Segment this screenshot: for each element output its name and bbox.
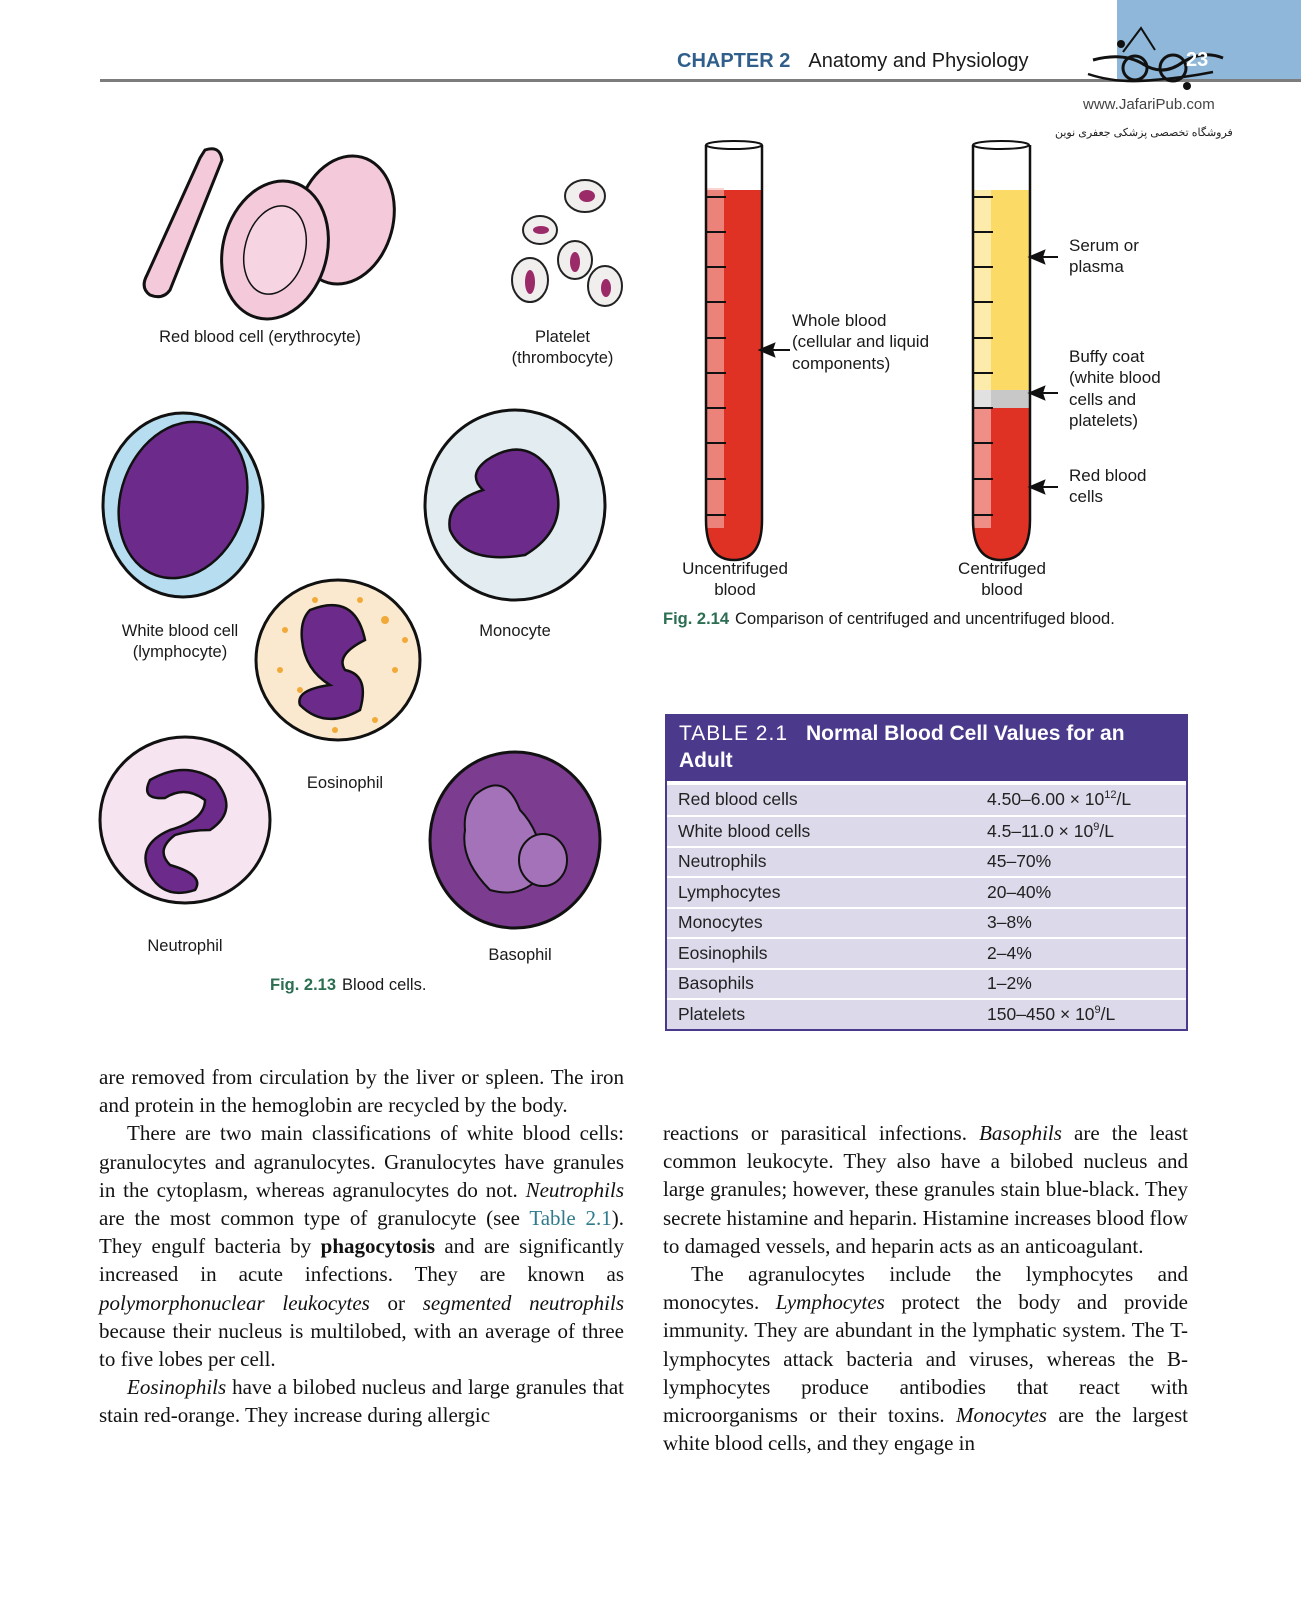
text-run: protect the body and provide immunity. They are abundant in the lymphatic system. The T-lymphocytes attack bacteria and viruses, whereas the B-lymphocytes produce antibodies that react with microorganisms or their toxins. xyxy=(663,1290,1189,1428)
text-run: because their nucleus is multilobed, with an average of three to five lobes per cell. xyxy=(99,1318,624,1372)
value-unit: /L xyxy=(1116,789,1132,810)
value-exponent: 9 xyxy=(1093,821,1100,834)
figure-2-13-caption xyxy=(270,976,426,995)
text-run: have a bilobed nucleus and large granules that stain red-orange. They increase during allergic xyxy=(99,1375,624,1428)
rbc-side-view-icon xyxy=(144,149,222,297)
label-buffy-line1: Buffy coat xyxy=(1069,347,1145,366)
paragraph xyxy=(663,1260,1188,1457)
label-uncentrifuged-line2: blood xyxy=(714,580,756,600)
label-whole-blood xyxy=(792,310,929,374)
label-whole-blood-line2: (cellular and liquid xyxy=(792,332,930,352)
text-run: are the largest white blood cells, and they engage in xyxy=(663,1403,1189,1456)
figure-blood-cells xyxy=(95,130,655,1010)
label-serum-line2: plasma xyxy=(1069,257,1124,277)
label-lymphocyte xyxy=(105,621,255,664)
cell-value: 45–70% xyxy=(987,851,1052,872)
figure-caption-text: Comparison of centrifuged and uncentrifuged blood. xyxy=(735,610,1115,628)
cell-name: Neutrophils xyxy=(678,851,767,872)
label-lymphocyte-line2: (lymphocyte) xyxy=(132,643,228,662)
figure-number: Fig. 2.14 xyxy=(663,610,730,628)
text-run: The agranulocytes include the lymphocytes and monocytes. xyxy=(663,1262,1188,1315)
value-exponent: 9 xyxy=(1094,1004,1101,1017)
table-row xyxy=(667,907,1186,938)
text-run: and are significantly increased in acute infections. They are known as xyxy=(99,1234,625,1287)
label-basophil: Basophil xyxy=(488,946,552,964)
text-run: or xyxy=(369,1290,423,1315)
value-unit: /L xyxy=(1099,820,1114,841)
value-base: 4.5–11.0 × 10 xyxy=(987,820,1094,841)
basophil-icon xyxy=(430,752,600,928)
figure-2-14-caption xyxy=(663,610,1115,629)
value-unit: /L xyxy=(1100,1003,1116,1024)
figure-centrifuge-comparison xyxy=(660,130,1220,640)
label-uncentrifuged-line1: Uncentrifuged xyxy=(682,559,788,578)
cell-value xyxy=(987,1004,1186,1025)
label-buffy-coat xyxy=(1069,346,1161,431)
term-neutrophils: Neutrophils xyxy=(525,1177,624,1202)
table-row xyxy=(667,968,1186,999)
label-platelet-line1: Platelet xyxy=(534,328,591,346)
label-rbc-line1: Red blood xyxy=(1069,466,1147,485)
cell-name: Red blood cells xyxy=(678,789,798,810)
cell-name: Platelets xyxy=(678,1003,746,1024)
label-lymphocyte-line1: White blood cell xyxy=(121,622,239,640)
table-header xyxy=(667,716,1186,781)
table-body xyxy=(667,785,1186,1029)
neutrophil-icon xyxy=(100,737,270,903)
table-label: TABLE 2.1 xyxy=(679,722,788,745)
table-row xyxy=(667,998,1186,1029)
term-lymphocytes: Lymphocytes xyxy=(775,1290,885,1315)
term-monocytes: Monocytes xyxy=(956,1403,1047,1428)
table-row xyxy=(667,937,1186,968)
watermark-tagline: فروشگاه تخصصی پزشکی جعفری نوین xyxy=(1055,127,1233,139)
chapter-title: Anatomy and Physiology xyxy=(808,50,1029,72)
label-buffy-line3: cells and xyxy=(1069,389,1137,409)
platelet-icon xyxy=(512,180,622,306)
table-row xyxy=(667,785,1186,816)
centrifuged-tube-icon xyxy=(973,141,1030,560)
label-centrifuged-line1: Centrifuged xyxy=(958,559,1046,578)
monocyte-icon xyxy=(425,410,605,600)
table-row xyxy=(667,876,1186,907)
term-eosinophils: Eosinophils xyxy=(127,1375,227,1400)
paragraph xyxy=(99,1373,624,1429)
cell-name: Eosinophils xyxy=(678,942,768,963)
label-serum-line1: Serum or xyxy=(1069,236,1139,255)
text-run: There are two main classifications of white blood cells: granulocytes and agranulocytes. Granulocytes have granules in the cytoplasm, whereas agranulocytes do not. xyxy=(99,1121,624,1202)
eosinophil-icon xyxy=(256,580,420,740)
paragraph xyxy=(99,1119,624,1373)
label-platelet xyxy=(495,327,630,370)
value-exponent: 12 xyxy=(1104,789,1117,802)
paragraph xyxy=(663,1119,1188,1260)
cell-value: 2–4% xyxy=(987,942,1032,963)
label-whole-blood-line1: Whole blood xyxy=(792,311,887,330)
label-monocyte: Monocyte xyxy=(479,622,551,640)
label-red-blood-cells xyxy=(1069,465,1147,508)
cell-value: 1–2% xyxy=(987,973,1032,994)
text-run: are the most common type of granulocyte (see xyxy=(99,1206,530,1231)
term-basophils: Basophils xyxy=(979,1121,1062,1145)
label-centrifuged xyxy=(942,558,1062,601)
term-phagocytosis: phagocytosis xyxy=(320,1234,436,1259)
cell-name: Monocytes xyxy=(678,912,763,933)
lymphocyte-icon xyxy=(97,404,268,597)
page-number: 23 xyxy=(1186,49,1209,71)
body-column-left xyxy=(99,1063,624,1430)
running-head xyxy=(677,50,1029,73)
cell-name: Basophils xyxy=(678,973,754,994)
uncentrifuged-tube-icon xyxy=(706,141,762,560)
text-run: reactions or parasitical infections. xyxy=(663,1121,980,1145)
figure-caption-text: Blood cells. xyxy=(342,976,427,994)
figure-number: Fig. 2.13 xyxy=(270,976,337,994)
label-centrifuged-line2: blood xyxy=(981,580,1023,600)
label-neutrophil: Neutrophil xyxy=(147,937,223,955)
cell-name: White blood cells xyxy=(678,820,811,841)
label-uncentrifuged xyxy=(665,558,805,601)
table-reference-link[interactable]: Table 2.1 xyxy=(529,1206,612,1231)
label-eosinophil: Eosinophil xyxy=(306,774,384,792)
cell-value xyxy=(987,789,1186,810)
body-column-right xyxy=(663,1119,1188,1457)
label-rbc: Red blood cell (erythrocyte) xyxy=(159,328,361,346)
table-title: Normal Blood Cell Values for an Adult xyxy=(679,722,1125,773)
term-segmented-neutrophils: segmented neutrophils xyxy=(422,1290,624,1315)
term-polymorphonuclear: polymorphonuclear leukocytes xyxy=(99,1290,370,1315)
watermark-url: www.JafariPub.com xyxy=(1083,96,1215,113)
value-base: 150–450 × 10 xyxy=(987,1003,1095,1024)
chapter-label: CHAPTER 2 xyxy=(677,50,791,72)
label-whole-blood-line3: components) xyxy=(792,353,891,373)
cell-value: 20–40% xyxy=(987,881,1052,902)
label-buffy-line2: (white blood xyxy=(1069,368,1161,388)
cell-name: Lymphocytes xyxy=(678,881,781,902)
table-normal-blood-values xyxy=(665,714,1188,1031)
value-base: 4.50–6.00 × 10 xyxy=(987,789,1105,810)
label-buffy-line4: platelets) xyxy=(1069,410,1138,430)
text-run: are the least common leukocyte. They also have a bilobed nucleus and large granules; however, these granules stain blue-black. They secrete histamine and heparin. Histamine increases blood flow to damaged vessels, and heparin acts as an anticoagulant. xyxy=(663,1121,1188,1258)
label-rbc-line2: cells xyxy=(1069,487,1104,507)
paragraph: are removed from circulation by the liver or spleen. The iron and protein in the hemoglobin are recycled by the body. xyxy=(99,1065,624,1118)
label-platelet-line2: (thrombocyte) xyxy=(511,349,614,368)
table-row xyxy=(667,846,1186,877)
cell-value xyxy=(987,821,1186,842)
cell-value: 3–8% xyxy=(987,912,1032,933)
text-run: ). They engulf bacteria by xyxy=(99,1206,624,1259)
table-row xyxy=(667,815,1186,846)
blood-cells-illustration xyxy=(95,130,655,1010)
label-serum xyxy=(1069,235,1139,278)
